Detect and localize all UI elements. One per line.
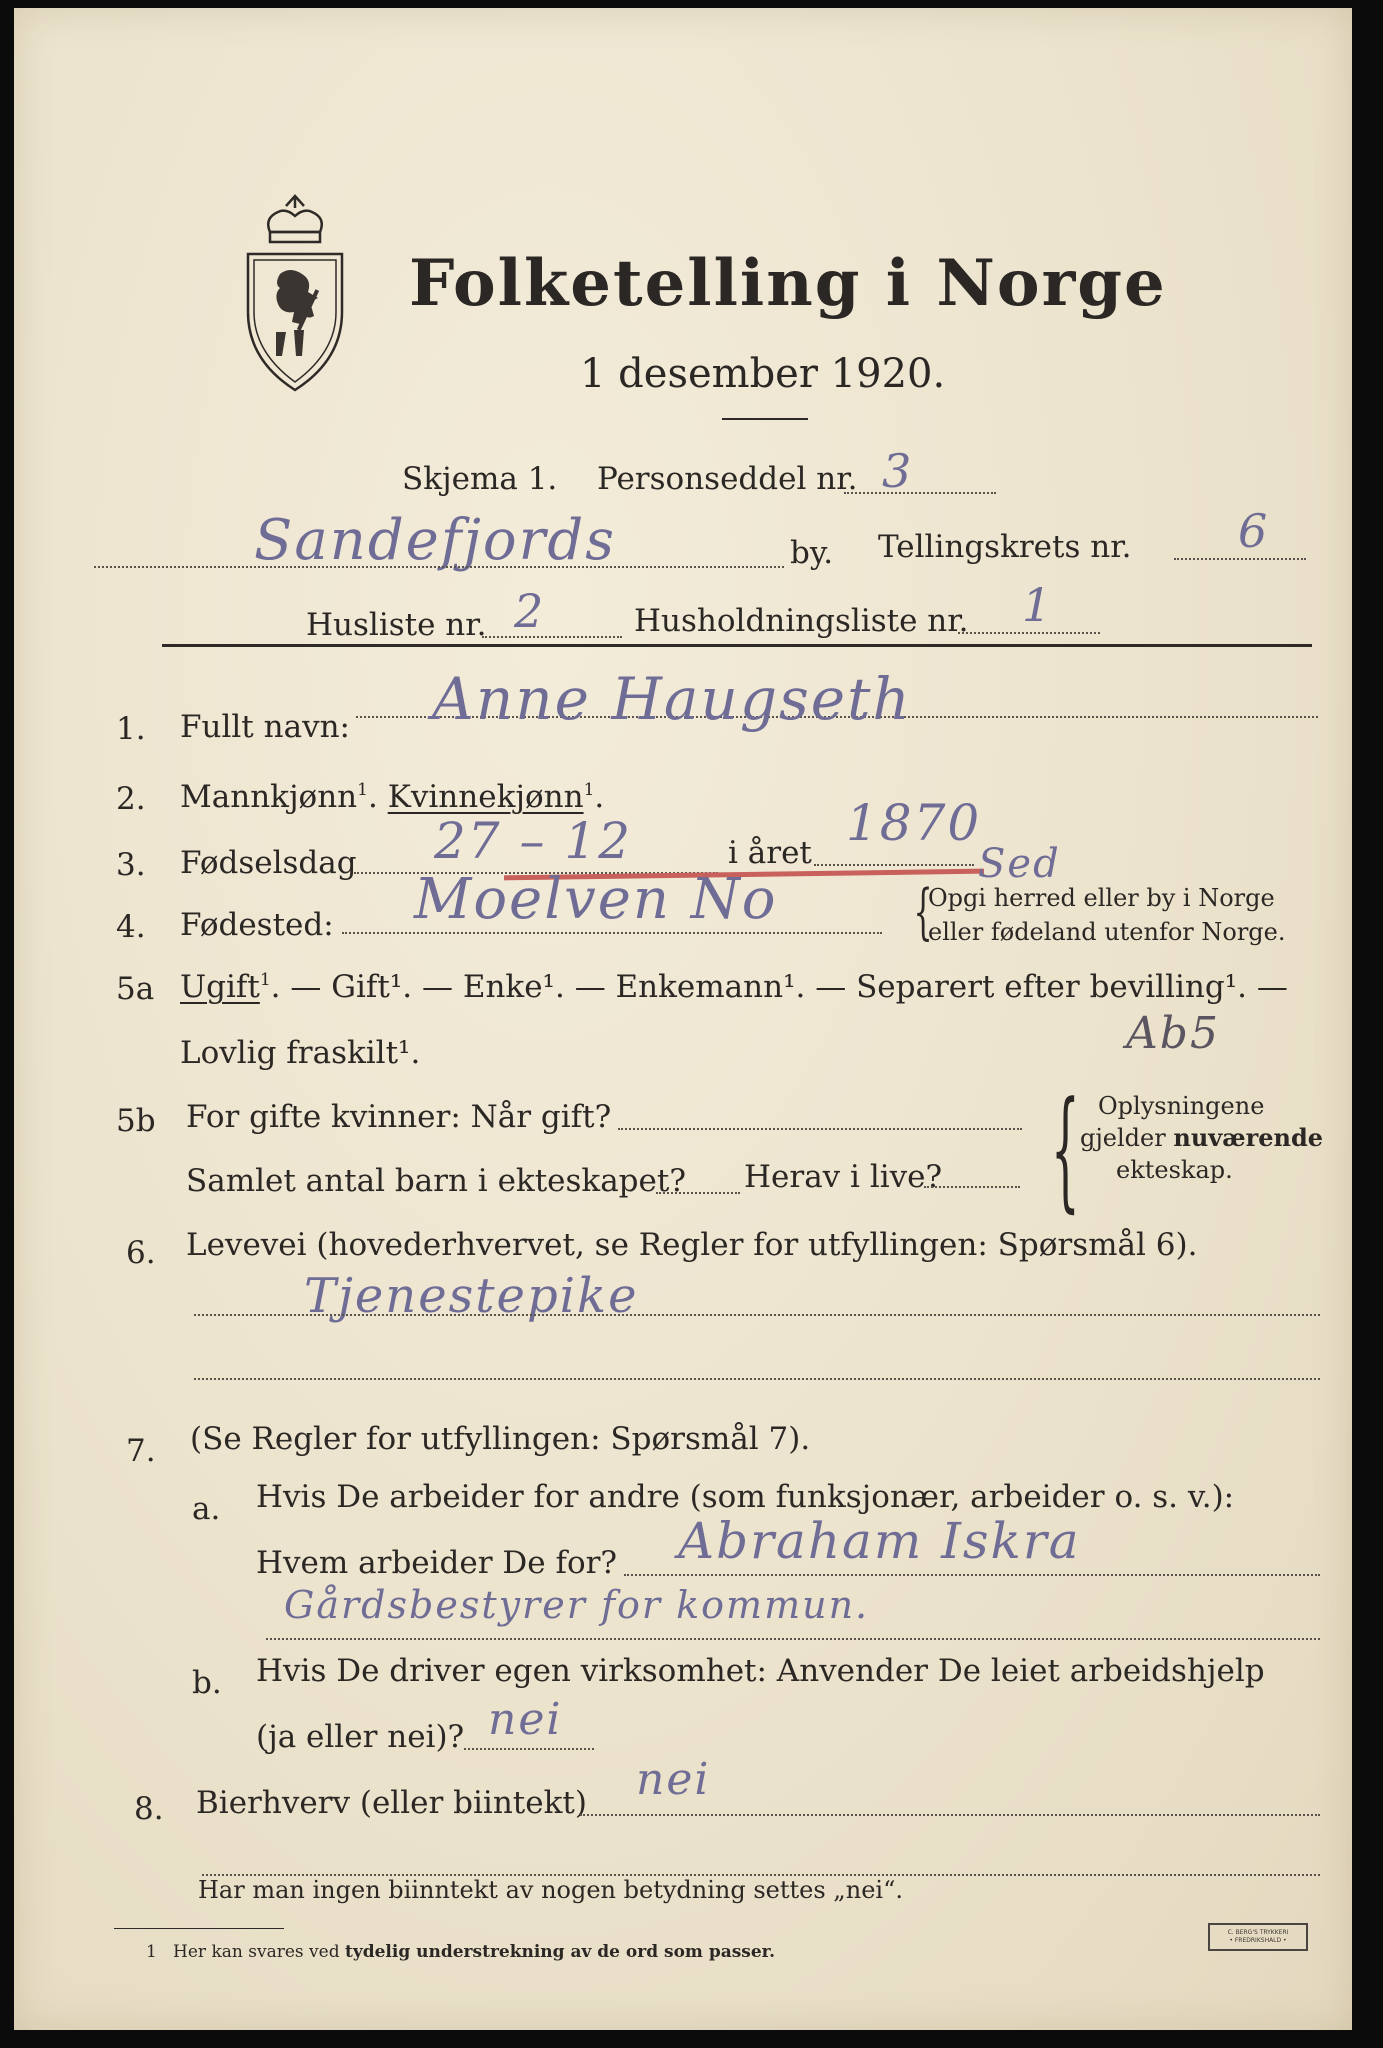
title-divider <box>722 418 808 420</box>
q5a-rest: . — Gift¹. — Enke¹. — Enkemann¹. — Separert efter bevilling¹. — <box>270 969 1288 1005</box>
q6-label: Levevei (hovederhvervet, se Regler for utfyllingen: Spørsmål 6). <box>186 1227 1198 1263</box>
footnote-divider <box>114 1928 284 1929</box>
q5b-label1: For gifte kvinner: Når gift? <box>186 1099 612 1135</box>
q7a-line1 <box>624 1574 1320 1576</box>
q7b-question: (ja eller nei)? <box>256 1719 465 1755</box>
by-label: by. <box>790 535 834 571</box>
q5b-note2: gjelder nuværende <box>1080 1123 1324 1152</box>
personseddel-value: 3 <box>882 444 914 498</box>
q3-year-value: 1870 <box>846 794 982 852</box>
q5b-line2 <box>656 1192 740 1194</box>
q7a-label: Hvis De arbeider for andre (som funksjonær, arbeider o. s. v.): <box>256 1479 1235 1515</box>
q5b-note1: Oplysningene <box>1098 1092 1265 1120</box>
header-divider <box>162 644 1312 647</box>
q3-year-label: i året <box>728 835 812 871</box>
q7a-letter: a. <box>192 1491 221 1527</box>
husholdningsliste-line <box>958 632 1100 634</box>
q5a-ugift: Ugift <box>180 969 260 1005</box>
q2-number: 2. <box>116 781 146 817</box>
q5b-line1 <box>618 1128 1022 1130</box>
form-title: Folketelling i Norge <box>409 246 1167 321</box>
q7b-line <box>464 1748 594 1750</box>
q7b-value: nei <box>488 1694 563 1745</box>
husliste-value: 2 <box>514 584 546 638</box>
q8-line1 <box>580 1814 1320 1816</box>
q4-line <box>342 932 882 934</box>
q6-number: 6. <box>126 1235 156 1271</box>
q5b-label2: Samlet antal barn i ekteskapet? <box>186 1163 686 1199</box>
tellingskrets-value: 6 <box>1238 504 1270 558</box>
husholdningsliste-label: Husholdningsliste nr. <box>634 603 969 639</box>
q8-number: 8. <box>134 1791 164 1827</box>
q2-mann: Mannkjønn <box>180 779 358 815</box>
q5b-number: 5b <box>116 1103 156 1139</box>
q4-note1: Opgi herred eller by i Norge <box>928 884 1275 912</box>
footer-note: Har man ingen biinntekt av nogen betydning settes „nei“. <box>198 1876 903 1904</box>
q7-number: 7. <box>126 1433 156 1469</box>
husliste-line <box>482 636 622 638</box>
q5a-number: 5a <box>116 971 155 1007</box>
q5b-note3: ekteskap. <box>1116 1156 1233 1184</box>
q8-label: Bierhverv (eller biintekt) <box>196 1785 587 1821</box>
norway-coat-of-arms-icon <box>236 192 354 398</box>
q2-options: Mannkjønn$^1$. Kvinnekjønn$^1$. <box>180 779 605 815</box>
form-date: 1 desember 1920. <box>580 351 946 397</box>
q8-value: nei <box>636 1754 711 1805</box>
q3-number: 3. <box>116 847 146 883</box>
census-form-sheet <box>14 8 1352 2030</box>
q4-label: Fødested: <box>180 907 334 943</box>
tellingskrets-label: Tellingskrets nr. <box>878 529 1132 565</box>
q5b-brace: { <box>1050 1073 1080 1225</box>
q5b-label3: Herav i live? <box>744 1159 943 1195</box>
q4-number: 4. <box>116 909 146 945</box>
printer-stamp: C. BERG'S TRYKKERI • FREDRIKSHALD • <box>1208 1923 1308 1951</box>
q3-label: Fødselsdag <box>180 845 357 881</box>
q5a-options: Ugift$^1$. — Gift¹. — Enke¹. — Enkemann¹. — Separert efter bevilling¹. — <box>180 969 1288 1005</box>
q7-label: (Se Regler for utfyllingen: Spørsmål 7). <box>190 1421 811 1457</box>
by-line <box>94 566 784 568</box>
tellingskrets-line <box>1174 558 1306 560</box>
q3-day-value: 27 – 12 <box>434 812 633 870</box>
q4-value: Moelven No <box>414 867 778 932</box>
q6-line1 <box>194 1314 1320 1316</box>
q1-label: Fullt navn: <box>180 709 350 745</box>
q7a-value2: Gårdsbestyrer for kommun. <box>284 1583 870 1627</box>
q5a-code: Ab5 <box>1126 1008 1220 1059</box>
q1-value: Anne Haugseth <box>432 665 912 733</box>
q7a-line2 <box>266 1638 1320 1640</box>
q4-brace: { <box>913 877 933 947</box>
husliste-label: Husliste nr. <box>306 607 487 643</box>
q7a-value1: Abraham Iskra <box>678 1512 1081 1570</box>
husholdningsliste-value: 1 <box>1022 578 1054 632</box>
q4-note2: eller fødeland utenfor Norge. <box>928 918 1286 946</box>
q7a-question: Hvem arbeider De for? <box>256 1545 618 1581</box>
q3-mark: Sed <box>978 841 1061 887</box>
q3-line-year <box>814 864 974 866</box>
q6-line2 <box>194 1378 1320 1380</box>
footnote: 1 Her kan svares ved tydelig understrekning av de ord som passer. <box>146 1942 775 1962</box>
q7b-label: Hvis De driver egen virksomhet: Anvender De leiet arbeidshjelp <box>256 1653 1265 1689</box>
q7b-letter: b. <box>192 1665 222 1701</box>
personseddel-label: Personseddel nr. <box>597 461 858 497</box>
q1-number: 1. <box>116 711 146 747</box>
q5b-line3 <box>924 1186 1020 1188</box>
skjema-label: Skjema 1. <box>402 461 558 497</box>
by-value: Sandefjords <box>254 508 616 573</box>
personseddel-line <box>844 492 996 494</box>
q2-kvinne: Kvinnekjønn <box>387 779 584 815</box>
q5a-line2: Lovlig fraskilt¹. <box>180 1035 421 1071</box>
q6-value: Tjenestepike <box>304 1268 639 1324</box>
